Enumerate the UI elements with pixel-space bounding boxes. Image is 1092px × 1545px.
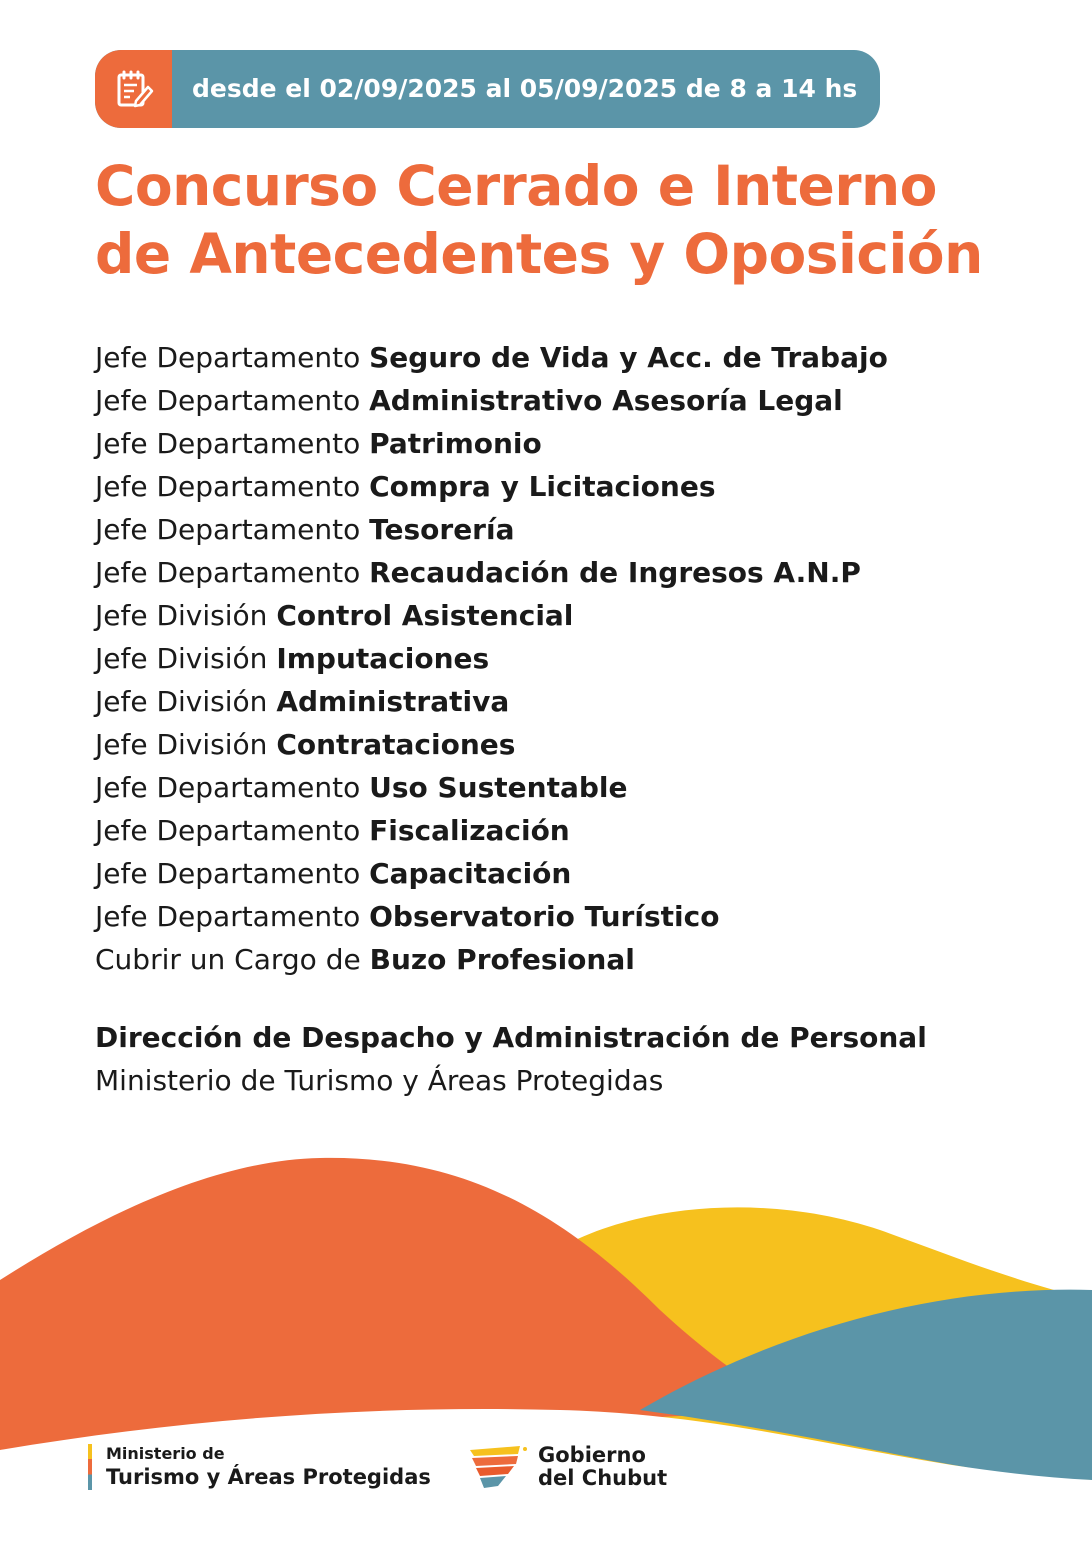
position-dept: Fiscalización [369, 814, 570, 847]
position-dept: Recaudación de Ingresos A.N.P [369, 556, 861, 589]
ministerio-logo [88, 1444, 431, 1492]
position-lead: Cubrir un Cargo de [95, 943, 361, 976]
notepad-edit-icon [95, 50, 172, 128]
position-lead: Jefe Departamento [95, 771, 361, 804]
position-dept: Tesorería [369, 513, 515, 546]
position-dept: Uso Sustentable [369, 771, 628, 804]
position-lead: Jefe Departamento [95, 513, 361, 546]
position-lead: Jefe Departamento [95, 814, 361, 847]
list-item [95, 723, 888, 766]
list-item [95, 508, 888, 551]
chubut-line-1: Gobierno [538, 1443, 646, 1467]
position-lead: Jefe Departamento [95, 556, 361, 589]
title-line-2: de Antecedentes y Oposición [95, 222, 983, 286]
date-range-banner [95, 50, 880, 128]
position-lead: Jefe División [95, 642, 268, 675]
position-lead: Jefe Departamento [95, 341, 361, 374]
position-dept: Control Asistencial [276, 599, 574, 632]
position-lead: Jefe Departamento [95, 857, 361, 890]
position-lead: Jefe Departamento [95, 384, 361, 417]
position-lead: Jefe División [95, 728, 268, 761]
position-dept: Capacitación [369, 857, 572, 890]
list-item [95, 379, 888, 422]
list-item [95, 336, 888, 379]
position-dept: Seguro de Vida y Acc. de Trabajo [369, 341, 888, 374]
logo-color-bar [88, 1444, 92, 1490]
position-dept: Patrimonio [369, 427, 542, 460]
list-item [95, 680, 888, 723]
list-item [95, 766, 888, 809]
positions-list [95, 336, 888, 981]
position-lead: Jefe División [95, 599, 268, 632]
list-item [95, 852, 888, 895]
position-lead: Jefe Departamento [95, 470, 361, 503]
position-lead: Jefe Departamento [95, 900, 361, 933]
position-dept: Compra y Licitaciones [369, 470, 716, 503]
chubut-line-2: del Chubut [538, 1466, 668, 1490]
list-item [95, 551, 888, 594]
ministerio-logo-small: Ministerio de [106, 1444, 225, 1463]
title-line-1: Concurso Cerrado e Interno [95, 154, 937, 218]
list-item [95, 422, 888, 465]
position-dept: Observatorio Turístico [369, 900, 720, 933]
list-item [95, 809, 888, 852]
list-item [95, 938, 888, 981]
position-lead: Jefe Departamento [95, 427, 361, 460]
position-dept: Administrativo Asesoría Legal [369, 384, 843, 417]
chubut-emblem-icon [468, 1444, 530, 1490]
list-item [95, 895, 888, 938]
direccion-text: Dirección de Despacho y Administración de Personal [95, 1021, 927, 1054]
position-lead: Jefe División [95, 685, 268, 718]
position-dept: Contrataciones [276, 728, 516, 761]
position-dept: Imputaciones [276, 642, 490, 675]
gobierno-chubut-logo [468, 1444, 667, 1490]
list-item [95, 594, 888, 637]
ministerio-text: Ministerio de Turismo y Áreas Protegidas [95, 1064, 664, 1097]
issuing-office [95, 1016, 927, 1102]
date-range-text: desde el 02/09/2025 al 05/09/2025 de 8 a 14 hs [192, 74, 858, 103]
ministerio-logo-big: Turismo y Áreas Protegidas [106, 1465, 431, 1489]
list-item [95, 637, 888, 680]
position-dept: Buzo Profesional [369, 943, 635, 976]
list-item [95, 465, 888, 508]
position-dept: Administrativa [276, 685, 510, 718]
page-title [95, 152, 983, 288]
